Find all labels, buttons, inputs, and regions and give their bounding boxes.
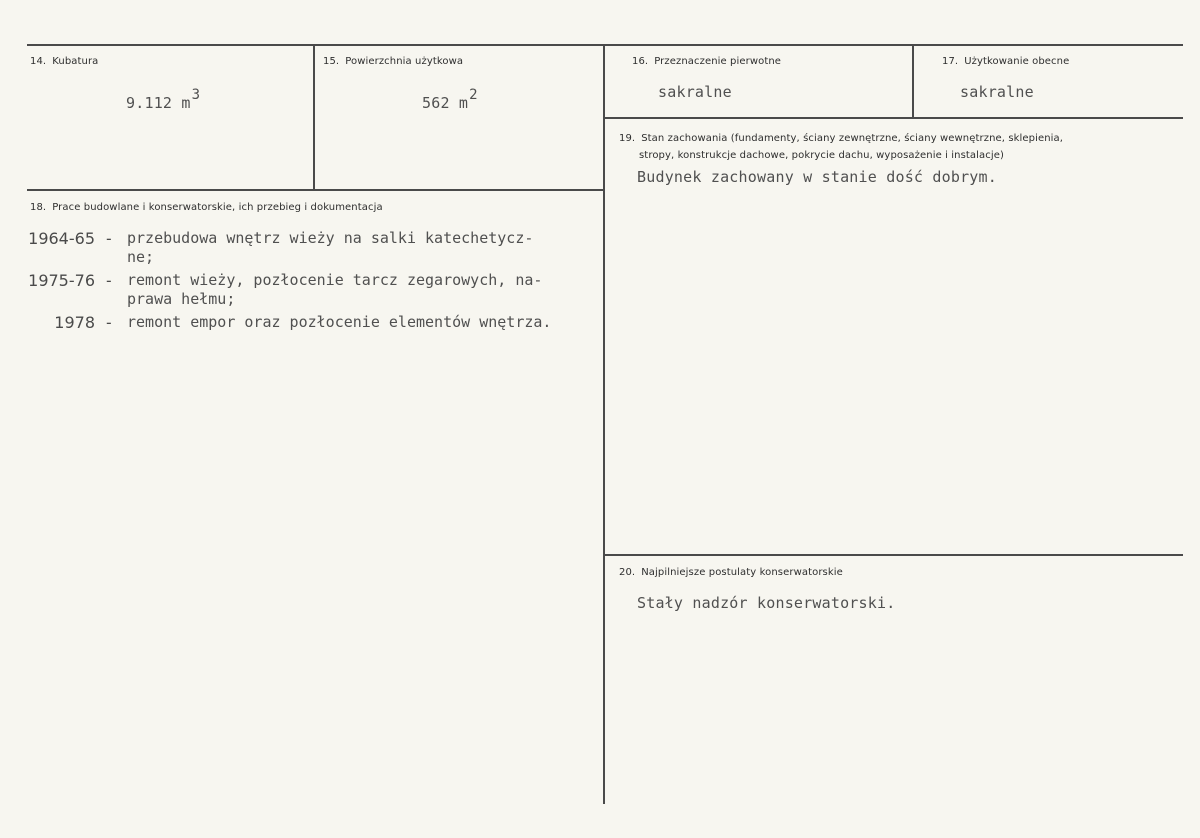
work-entry-dash: - xyxy=(104,229,114,248)
field-20-label: 20. Najpilniejsze postulaty konserwatorskie xyxy=(619,567,843,578)
work-entry-text: remont empor oraz pozłocenie elementów wnętrza. xyxy=(127,313,552,331)
field-19-label: 19. Stan zachowania (fundamenty, ściany zewnętrzne, ściany wewnętrzne, sklepienia, stropy, konstrukcje dachowe, pokrycie dachu, wyposażenie i instalacje) xyxy=(619,133,1064,161)
field-18-label: 18. Prace budowlane i konserwatorskie, ich przebieg i dokumentacja xyxy=(30,202,383,213)
field-14-label: 14. Kubatura xyxy=(30,56,99,67)
work-entry-text: przebudowa wnętrz wieży na salki katechetycz- ne; xyxy=(127,229,534,266)
unit-superscript: 3 xyxy=(191,87,201,103)
work-entry-year: 1975-76 xyxy=(28,271,95,290)
rule-under-16-17 xyxy=(605,117,1183,119)
unit-superscript: 2 xyxy=(469,87,478,103)
work-entry-year: 1964-65 xyxy=(28,229,95,248)
work-entry-text: remont wieży, pozłocenie tarcz zegarowych, na- prawa hełmu; xyxy=(127,271,543,308)
divider-16-17 xyxy=(912,44,914,118)
divider-14-15 xyxy=(313,44,315,191)
top-rule xyxy=(27,44,1183,46)
field-16-value: sakralne xyxy=(658,83,732,101)
field-20-value: Stały nadzór konserwatorski. xyxy=(637,594,896,612)
field-15-value: 562 m2 xyxy=(422,87,478,112)
field-14-value: 9.112 m3 xyxy=(126,87,201,112)
work-entry-dash: - xyxy=(104,313,114,332)
rule-above-20 xyxy=(605,554,1183,556)
work-entry-year: 1978 xyxy=(54,313,95,332)
field-17-value: sakralne xyxy=(960,83,1034,101)
work-entry-dash: - xyxy=(104,271,114,290)
center-divider xyxy=(603,44,605,804)
field-17-label: 17. Użytkowanie obecne xyxy=(942,56,1070,67)
field-15-label: 15. Powierzchnia użytkowa xyxy=(323,56,464,67)
rule-under-14-15 xyxy=(27,189,603,191)
field-19-value: Budynek zachowany w stanie dość dobrym. xyxy=(637,168,997,186)
field-16-label: 16. Przeznaczenie pierwotne xyxy=(632,56,782,67)
